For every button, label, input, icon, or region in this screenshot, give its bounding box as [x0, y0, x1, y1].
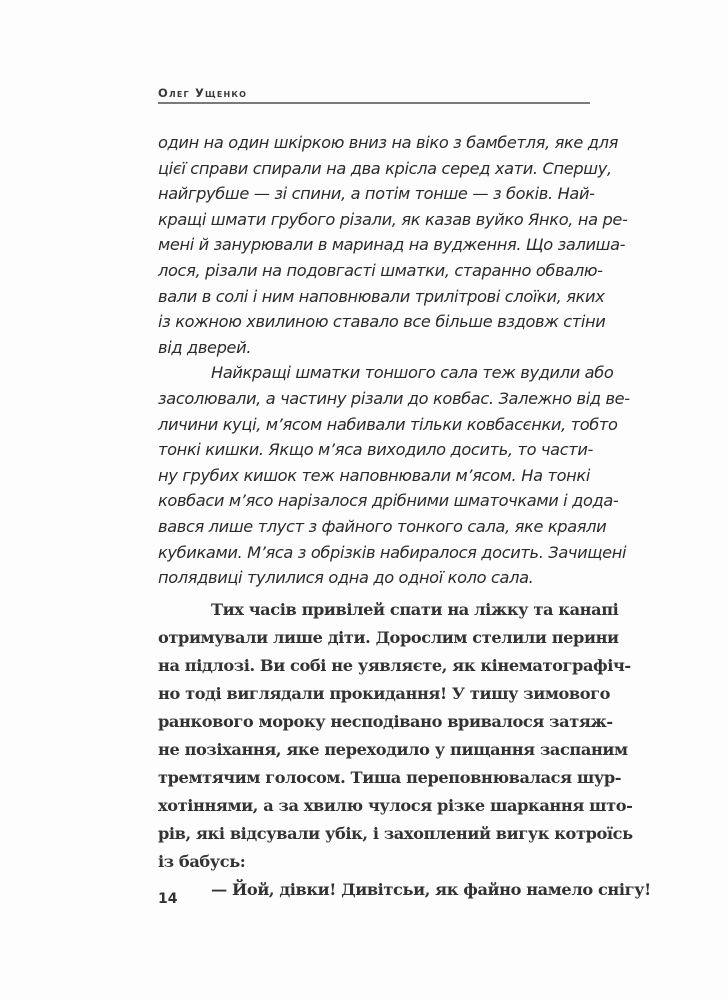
dialogue-line: — Йой, дівки! Дивітсьи, як файно намело снігу!: [211, 880, 651, 899]
text-line: один на один шкіркою вниз на віко з бамбетля, яке для: [158, 133, 619, 152]
page-number: 14: [158, 891, 178, 907]
serif-text-block: [158, 596, 651, 904]
text-line: цієї справи спирали на два крісла серед хати. Спершу,: [158, 158, 612, 178]
text-line: но тоді виглядали прокидання! У тишу зимового: [158, 684, 611, 703]
text-line: кубиками. М’яса з обрізків набиралося досить. Зачищені: [158, 542, 627, 562]
text-line: від дверей.: [158, 337, 252, 357]
text-line: ну грубих кишок теж наповнювали м’ясом. На тонкі: [158, 465, 590, 485]
italic-text-block: [158, 130, 630, 591]
text-line: Найкращі шматки тоншого сала теж вудили або: [211, 363, 614, 383]
text-line: найгрубше — зі спини, а потім тонше — з боків. Най-: [158, 184, 595, 204]
text-line: ранкового мороку несподівано вривалося затяж-: [158, 712, 613, 731]
text-line: полядвиці тулилися одна до одної коло сала.: [158, 568, 534, 588]
text-line: тремтячим голосом. Тиша переповнювалася шур-: [158, 768, 622, 787]
text-line: рів, які відсували убік, і захоплений вигук котроїсь: [158, 824, 633, 843]
text-line: отримували лише діти. Дорослим стелили перини: [158, 628, 619, 647]
text-line: на підлозі. Ви собі не уявляєте, як кінематографіч-: [158, 656, 631, 675]
text-line: засолювали, а частину різали до ковбас. Залежно від ве-: [158, 388, 630, 408]
text-line: мені й занурювали в маринад на вудження. Що залиша-: [158, 235, 626, 255]
text-line: не позіхання, яке переходило у пищання заспаним: [158, 740, 628, 759]
text-line: Тих часів привілей спати на ліжку та канапі: [211, 600, 619, 619]
text-line: личини куці, м’ясом набивали тільки ковбасєнки, тобто: [158, 414, 618, 434]
text-line: тонкі кишки. Якщо м’яса виходило досить, то части-: [158, 440, 593, 460]
text-line: ковбаси м’ясо нарізалося дрібними шматочками і дода-: [158, 491, 619, 511]
text-line: із кожною хвилиною ставало все більше вздовж стіни: [158, 312, 606, 332]
text-line: кращі шмати грубого різали, як казав вуйко Янко, на ре-: [158, 209, 628, 229]
text-line: лося, різали на подовгасті шматки, старанно обвалю-: [158, 260, 603, 280]
running-head-author: Олег Ущенко: [158, 86, 248, 100]
text-line: вали в солі і ним наповнювали трилітрові слоїки, яких: [158, 286, 605, 306]
header-rule: [158, 102, 590, 104]
text-line: хотіннями, а за хвилю чулося різке шаркання што-: [158, 796, 633, 815]
text-line: із бабусь:: [158, 852, 246, 871]
text-line: вався лише тлуст з файного тонкого сала, яке краяли: [158, 516, 607, 536]
